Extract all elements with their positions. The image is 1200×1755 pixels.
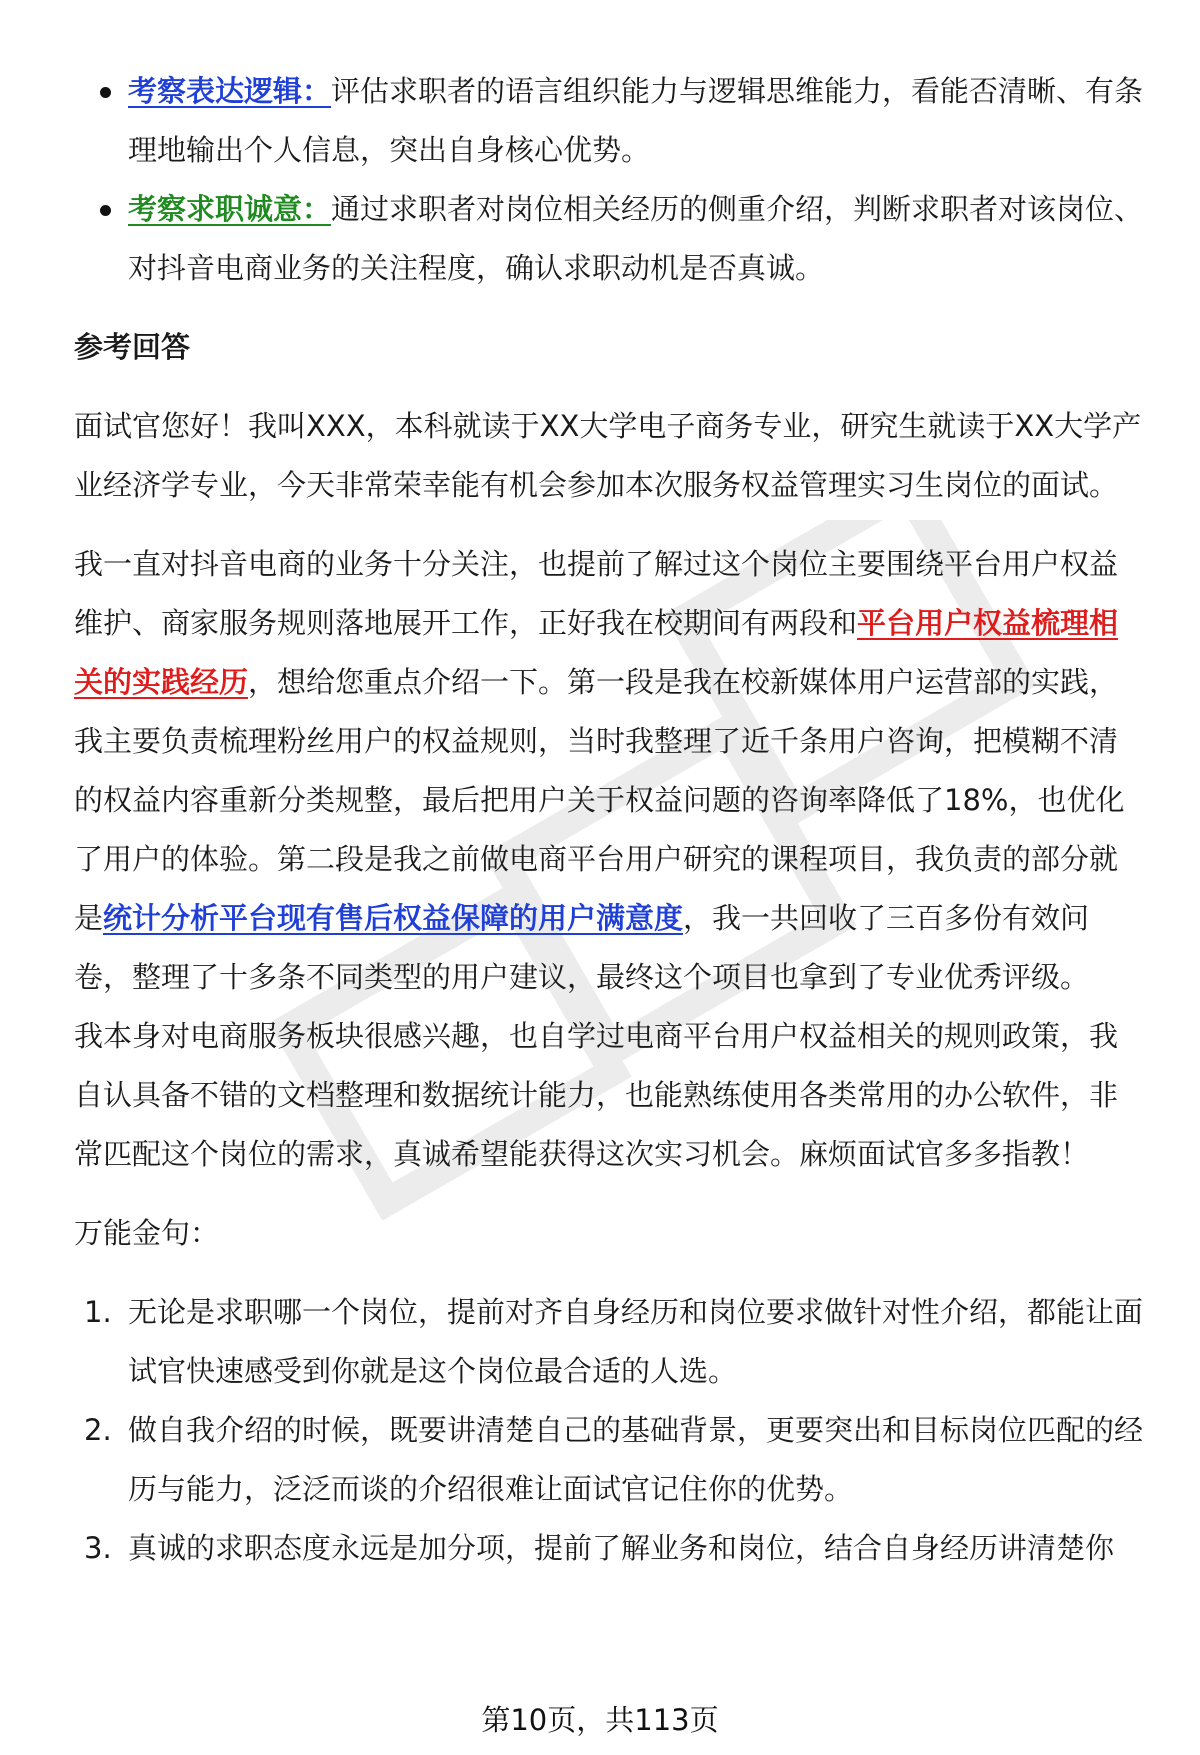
experience-text-3: ，我一共回收了三百多份有效问卷，整理了十多条不同类型的用户建议，最终这个项目也拿到了专业优秀评级。 [74, 901, 1090, 994]
list-item [74, 180, 1144, 298]
reference-heading: 参考回答 [74, 330, 191, 364]
criteria-text-sincerity: 通过求职者对岗位相关经历的侧重介绍，判断求职者对该岗位、对抖音电商业务的关注程度，确认求职动机是否真诚。 [128, 192, 1144, 285]
list-item [74, 1401, 1144, 1519]
list-item [74, 62, 1144, 180]
list-number: 2. [84, 1413, 112, 1447]
list-item [74, 1519, 1144, 1578]
answer-paragraph-closing: 我本身对电商服务板块很感兴趣，也自学过电商平台用户权益相关的规则政策，我自认具备不错的文档整理和数据统计能力，也能熟练使用各类常用的办公软件，非常匹配这个岗位的需求，真诚希望能获得这次实习机会。麻烦面试官多多指教！ [74, 1019, 1119, 1171]
criteria-text-logic: 评估求职者的语言组织能力与逻辑思维能力，看能否清晰、有条理地输出个人信息，突出自身核心优势。 [128, 74, 1144, 167]
answer-paragraph-experience [74, 535, 1144, 1007]
page-number-footer: 第10页，共113页 [481, 1703, 719, 1737]
criteria-list [74, 62, 1144, 298]
criteria-label-logic: 考察表达逻辑： [128, 74, 332, 108]
experience-text-2: ，想给您重点介绍一下。第一段是我在校新媒体用户运营部的实践，我主要负责梳理粉丝用户的权益规则，当时我整理了近千条用户咨询，把模糊不清的权益内容重新分类规整，最后把用户关于权益问题的咨询率降低了18%，也优化了用户的体验。第二段是我之前做电商平台用户研究的课程项目，我负责的部分就是 [74, 665, 1125, 935]
list-item [74, 1283, 1144, 1401]
list-number: 1. [84, 1295, 112, 1329]
golden-sentences-label: 万能金句： [74, 1216, 220, 1250]
experience-highlight-1: 平台用户权益梳理相关的实践经历 [74, 606, 1119, 699]
golden-sentences-list [74, 1283, 1144, 1578]
golden-sentence-text: 真诚的求职态度永远是加分项，提前了解业务和岗位，结合自身经历讲清楚你 [128, 1531, 1115, 1565]
list-number: 3. [84, 1531, 112, 1565]
experience-text-1: 我一直对抖音电商的业务十分关注，也提前了解过这个岗位主要围绕平台用户权益维护、商家服务规则落地展开工作，正好我在校期间有两段和 [74, 547, 1119, 640]
golden-sentence-text: 无论是求职哪一个岗位，提前对齐自身经历和岗位要求做针对性介绍，都能让面试官快速感受到你就是这个岗位最合适的人选。 [128, 1295, 1144, 1388]
bullet-dot-icon [100, 205, 111, 216]
golden-sentence-text: 做自我介绍的时候，既要讲清楚自己的基础背景，更要突出和目标岗位匹配的经历与能力，泛泛而谈的介绍很难让面试官记住你的优势。 [128, 1413, 1144, 1506]
document-content [74, 62, 1144, 1578]
experience-highlight-2: 统计分析平台现有售后权益保障的用户满意度 [103, 901, 684, 935]
answer-paragraph-intro: 面试官您好！我叫XXX，本科就读于XX大学电子商务专业，研究生就读于XX大学产业经济学专业，今天非常荣幸能有机会参加本次服务权益管理实习生岗位的面试。 [74, 409, 1142, 502]
criteria-label-sincerity: 考察求职诚意： [128, 192, 332, 226]
bullet-dot-icon [100, 87, 111, 98]
